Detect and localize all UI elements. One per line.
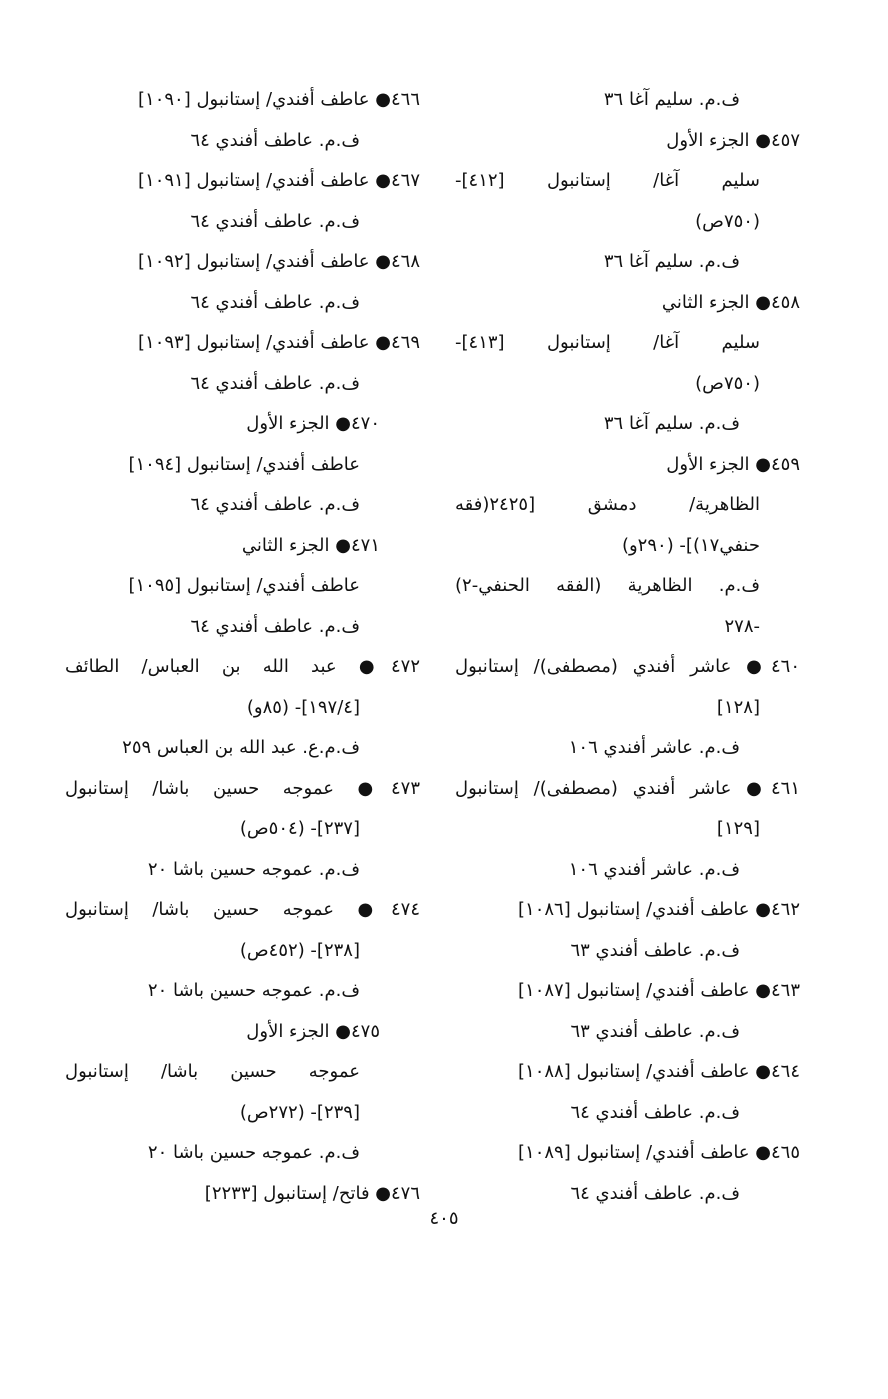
- entry-line: عموجه حسين باشا/ إستانبول: [65, 1061, 360, 1082]
- entry-line: [٢٣٨]- (٤٥٢ص): [239, 939, 360, 961]
- entry-line: ٤٧٣● عموجه حسين باشا/ إستانبول: [65, 777, 420, 799]
- left-column: [65, 80, 420, 1214]
- entry-line: ٤٦٣● عاطف أفندي/ إستانبول [١٠٨٧]: [518, 980, 800, 1001]
- entry-line: ف.م.ع. عبد الله بن العباس ٢٥٩: [122, 737, 360, 758]
- entry-line: ف.م. عاطف أفندي ٦٣: [570, 939, 740, 961]
- entry-line: ٤٦٦● عاطف أفندي/ إستانبول [١٠٩٠]: [138, 89, 420, 110]
- entry-line: الظاهرية/ دمشق [٢٤٢٥(فقه: [455, 494, 760, 515]
- entry-line: ف.م. عاطف أفندي ٦٣: [570, 1020, 740, 1042]
- entry-line: ف.م. سليم آغا ٣٦: [603, 89, 740, 110]
- entry-line: عاطف أفندي/ إستانبول [١٠٩٤]: [128, 453, 360, 475]
- entry-line: -٢٧٨: [724, 615, 760, 637]
- entry-line: (٧٥٠ص): [695, 210, 760, 232]
- entry-line: ف.م. عاطف أفندي ٦٤: [190, 615, 360, 637]
- entry-line: ٤٦٥● عاطف أفندي/ إستانبول [١٠٨٩]: [518, 1142, 800, 1163]
- entry-line: ٤٦٤● عاطف أفندي/ إستانبول [١٠٨٨]: [518, 1061, 800, 1082]
- entry-line: ٤٧٥● الجزء الأول: [246, 1020, 380, 1042]
- entry-line: ف.م. عاطف أفندي ٦٤: [570, 1101, 740, 1123]
- entry-line: ف.م. عاطف أفندي ٦٤: [190, 494, 360, 515]
- entry-line: ٤٧٠● الجزء الأول: [246, 413, 380, 434]
- entry-line: ٤٧٢● عبد الله بن العباس/ الطائف: [65, 656, 420, 677]
- right-column: [455, 80, 800, 1214]
- entry-line: ٤٧٤● عموجه حسين باشا/ إستانبول: [65, 899, 420, 920]
- entry-line: ف.م. عاشر أفندي ١٠٦: [568, 737, 740, 758]
- entry-line: ف.م. عموجه حسين باشا ٢٠: [147, 980, 360, 1001]
- entry-line: ٤٦٠● عاشر أفندي (مصطفى)/ إستانبول: [455, 656, 800, 677]
- entry-line: ف.م. عموجه حسين باشا ٢٠: [147, 1142, 360, 1163]
- entry-line: ف.م. سليم آغا ٣٦: [603, 413, 740, 434]
- entry-line: ف.م. عاطف أفندي ٦٤: [570, 1182, 740, 1204]
- entry-line: [٢٣٩]- (٢٧٢ص): [239, 1101, 360, 1123]
- entry-line: ٤٧٦● فاتح/ إستانبول [٢٢٣٣]: [204, 1182, 420, 1204]
- entry-line: سليم آغا/ إستانبول [٤١٢]-: [455, 170, 760, 191]
- entry-line: عاطف أفندي/ إستانبول [١٠٩٥]: [128, 575, 360, 596]
- entry-line: (٧٥٠ص): [695, 372, 760, 394]
- entry-line: ٤٦٢● عاطف أفندي/ إستانبول [١٠٨٦]: [518, 899, 800, 920]
- entry-line: ف.م. عموجه حسين باشا ٢٠: [147, 858, 360, 880]
- entry-line: [٢٣٧]- (٥٠٤ص): [239, 818, 360, 839]
- entry-line: ٤٥٧● الجزء الأول: [666, 129, 800, 151]
- entry-line: ٤٦٩● عاطف أفندي/ إستانبول [١٠٩٣]: [138, 332, 420, 353]
- entry-line: ف.م. سليم آغا ٣٦: [603, 251, 740, 272]
- entry-line: سليم آغا/ إستانبول [٤١٣]-: [455, 332, 760, 353]
- entry-line: ٤٧١● الجزء الثاني: [241, 534, 380, 556]
- entry-line: ف.م. الظاهرية (الفقه الحنفي-٢): [455, 575, 760, 596]
- entry-line: ٤٥٨● الجزء الثاني: [661, 291, 800, 313]
- entry-line: ف.م. عاطف أفندي ٦٤: [190, 129, 360, 151]
- entry-line: ٤٥٩● الجزء الأول: [666, 453, 800, 475]
- entry-line: ف.م. عاطف أفندي ٦٤: [190, 210, 360, 232]
- entry-line: ف.م. عاطف أفندي ٦٤: [190, 291, 360, 313]
- entry-line: حنفي١٧)]- (٢٩٠و): [621, 534, 760, 556]
- entry-line: [١٢٨]: [716, 696, 760, 718]
- entry-line: ٤٦٨● عاطف أفندي/ إستانبول [١٠٩٢]: [138, 251, 420, 272]
- entry-line: ٤٦٧● عاطف أفندي/ إستانبول [١٠٩١]: [138, 170, 420, 191]
- page-number: ٤٠٥: [429, 1208, 459, 1229]
- entry-line: ف.م. عاطف أفندي ٦٤: [190, 372, 360, 394]
- entry-line: ف.م. عاشر أفندي ١٠٦: [568, 858, 740, 880]
- entry-line: [١٢٩]: [716, 818, 760, 839]
- entry-line: [١٩٧/٤]- (٨٥و): [246, 696, 360, 718]
- entry-line: ٤٦١● عاشر أفندي (مصطفى)/ إستانبول: [455, 777, 800, 799]
